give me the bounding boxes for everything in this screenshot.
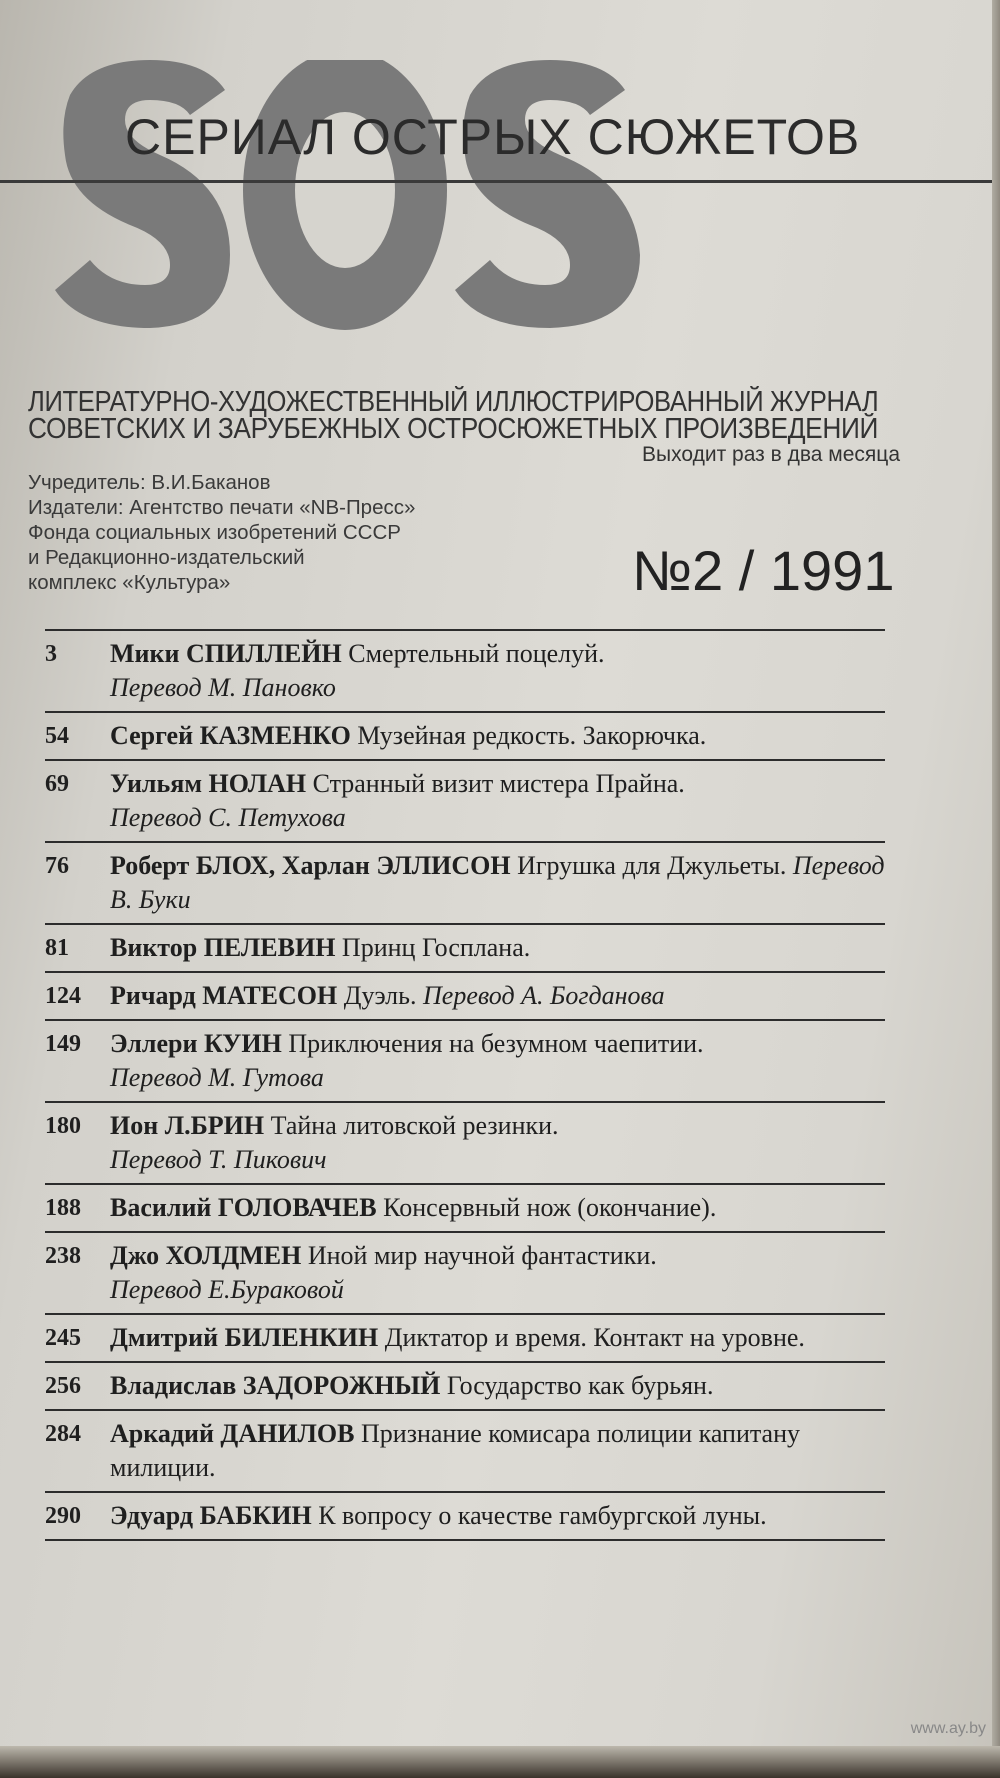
toc-entry xyxy=(45,759,885,841)
toc-author: Владислав ЗАДОРОЖНЫЙ xyxy=(110,1371,441,1400)
publisher-line: комплекс «Культура» xyxy=(28,571,231,594)
series-title: СЕРИАЛ ОСТРЫХ СЮЖЕТОВ xyxy=(125,109,861,165)
toc-entry xyxy=(45,923,885,971)
toc-title: Игрушка для Джульеты. xyxy=(517,851,787,880)
toc-entry xyxy=(45,1409,885,1491)
toc-translator: Перевод С. Петухова xyxy=(110,803,346,832)
toc-page-number: 69 xyxy=(45,771,69,797)
toc-entry xyxy=(45,711,885,759)
toc-page-number: 3 xyxy=(45,641,57,667)
page-bottom-shadow xyxy=(0,1746,1000,1778)
toc-entry xyxy=(45,1361,885,1409)
toc-translator: Перевод Т. Пикович xyxy=(110,1145,327,1174)
toc-page-number: 124 xyxy=(45,983,81,1009)
toc-author: Сергей КАЗМЕНКО xyxy=(110,721,351,750)
toc-entry xyxy=(45,1231,885,1313)
toc-title: Странный визит мистера Прайна. xyxy=(312,769,685,798)
toc-page-number: 149 xyxy=(45,1031,81,1057)
toc-translator: Перевод Е.Бураковой xyxy=(110,1275,344,1304)
toc-author: Мики СПИЛЛЕЙН xyxy=(110,639,342,668)
toc-entry xyxy=(45,629,885,711)
table-of-contents xyxy=(45,629,885,1541)
toc-title: К вопросу о качестве гамбургской луны. xyxy=(318,1501,767,1530)
toc-title: Государство как бурьян. xyxy=(446,1371,714,1400)
toc-page-number: 284 xyxy=(45,1421,81,1447)
toc-author: Эллери КУИН xyxy=(110,1029,282,1058)
toc-title: Консервный нож (окончание). xyxy=(383,1193,717,1222)
toc-title: Дуэль. xyxy=(343,981,417,1010)
toc-page-number: 76 xyxy=(45,853,69,879)
publisher-line: и Редакционно-издательский xyxy=(28,546,305,569)
toc-entry xyxy=(45,841,885,923)
toc-author: Уильям НОЛАН xyxy=(110,769,307,798)
toc-page-number: 290 xyxy=(45,1503,81,1529)
toc-page-number: 180 xyxy=(45,1113,81,1139)
toc-title: Смертельный поцелуй. xyxy=(348,639,605,668)
watermark: www.ay.by xyxy=(910,1720,986,1737)
toc-page-number: 54 xyxy=(45,723,69,749)
toc-author: Эдуард БАБКИН xyxy=(110,1501,312,1530)
publisher-line: Издатели: Агентство печати «NB-Пресс» xyxy=(28,496,416,519)
toc-page-number: 81 xyxy=(45,935,69,961)
toc-page-number: 245 xyxy=(45,1325,81,1351)
toc-title: Тайна литовской резинки. xyxy=(270,1111,559,1140)
toc-entry xyxy=(45,1019,885,1101)
publisher-info xyxy=(28,470,528,595)
publisher-line: Фонда социальных изобретений СССР xyxy=(28,521,401,544)
toc-entry xyxy=(45,1183,885,1231)
toc-author: Виктор ПЕЛЕВИН xyxy=(110,933,336,962)
toc-author: Ион Л.БРИН xyxy=(110,1111,265,1140)
toc-page-number: 188 xyxy=(45,1195,81,1221)
toc-title: Музейная редкость. Закорючка. xyxy=(357,721,707,750)
toc-author: Аркадий ДАНИЛОВ xyxy=(110,1419,355,1448)
toc-author: Джо ХОЛДМЕН xyxy=(110,1241,302,1270)
toc-translator: Перевод М. Гутова xyxy=(110,1063,324,1092)
toc-page-number: 238 xyxy=(45,1243,81,1269)
toc-title: Приключения на безумном чаепитии. xyxy=(288,1029,704,1058)
toc-title: Признание комисара полиции капитану милиции. xyxy=(110,1419,801,1482)
toc-entry xyxy=(45,1491,885,1541)
toc-translator: Перевод А. Богданова xyxy=(423,981,665,1010)
toc-author: Дмитрий БИЛЕНКИН xyxy=(110,1323,379,1352)
toc-author: Ричард МАТЕСОН xyxy=(110,981,338,1010)
toc-title: Иной мир научной фантастики. xyxy=(307,1241,657,1270)
magazine-subtitle-line2: СОВЕТСКИХ И ЗАРУБЕЖНЫХ ОСТРОСЮЖЕТНЫХ ПРОИЗВЕДЕНИЙ xyxy=(28,413,879,445)
toc-translator: Перевод В. Буки xyxy=(110,851,885,914)
toc-author: Роберт БЛОХ, Харлан ЭЛЛИСОН xyxy=(110,851,511,880)
toc-entry xyxy=(45,971,885,1019)
masthead-rule xyxy=(0,180,1000,183)
issue-number: №2 / 1991 xyxy=(632,539,895,602)
toc-title: Диктатор и время. Контакт на уровне. xyxy=(384,1323,805,1352)
publication-frequency: Выходит раз в два месяца xyxy=(642,443,900,466)
page-edge xyxy=(992,0,1000,1778)
toc-entry xyxy=(45,1101,885,1183)
toc-author: Василий ГОЛОВАЧЕВ xyxy=(110,1193,377,1222)
toc-page-number: 256 xyxy=(45,1373,81,1399)
toc-translator: Перевод М. Пановко xyxy=(110,673,336,702)
toc-title: Принц Госплана. xyxy=(341,933,531,962)
founder-line: Учредитель: В.И.Баканов xyxy=(28,471,271,494)
toc-entry xyxy=(45,1313,885,1361)
magazine-subtitle-line1: ЛИТЕРАТУРНО-ХУДОЖЕСТВЕННЫЙ ИЛЛЮСТРИРОВАННЫЙ ЖУРНАЛ xyxy=(28,386,879,418)
